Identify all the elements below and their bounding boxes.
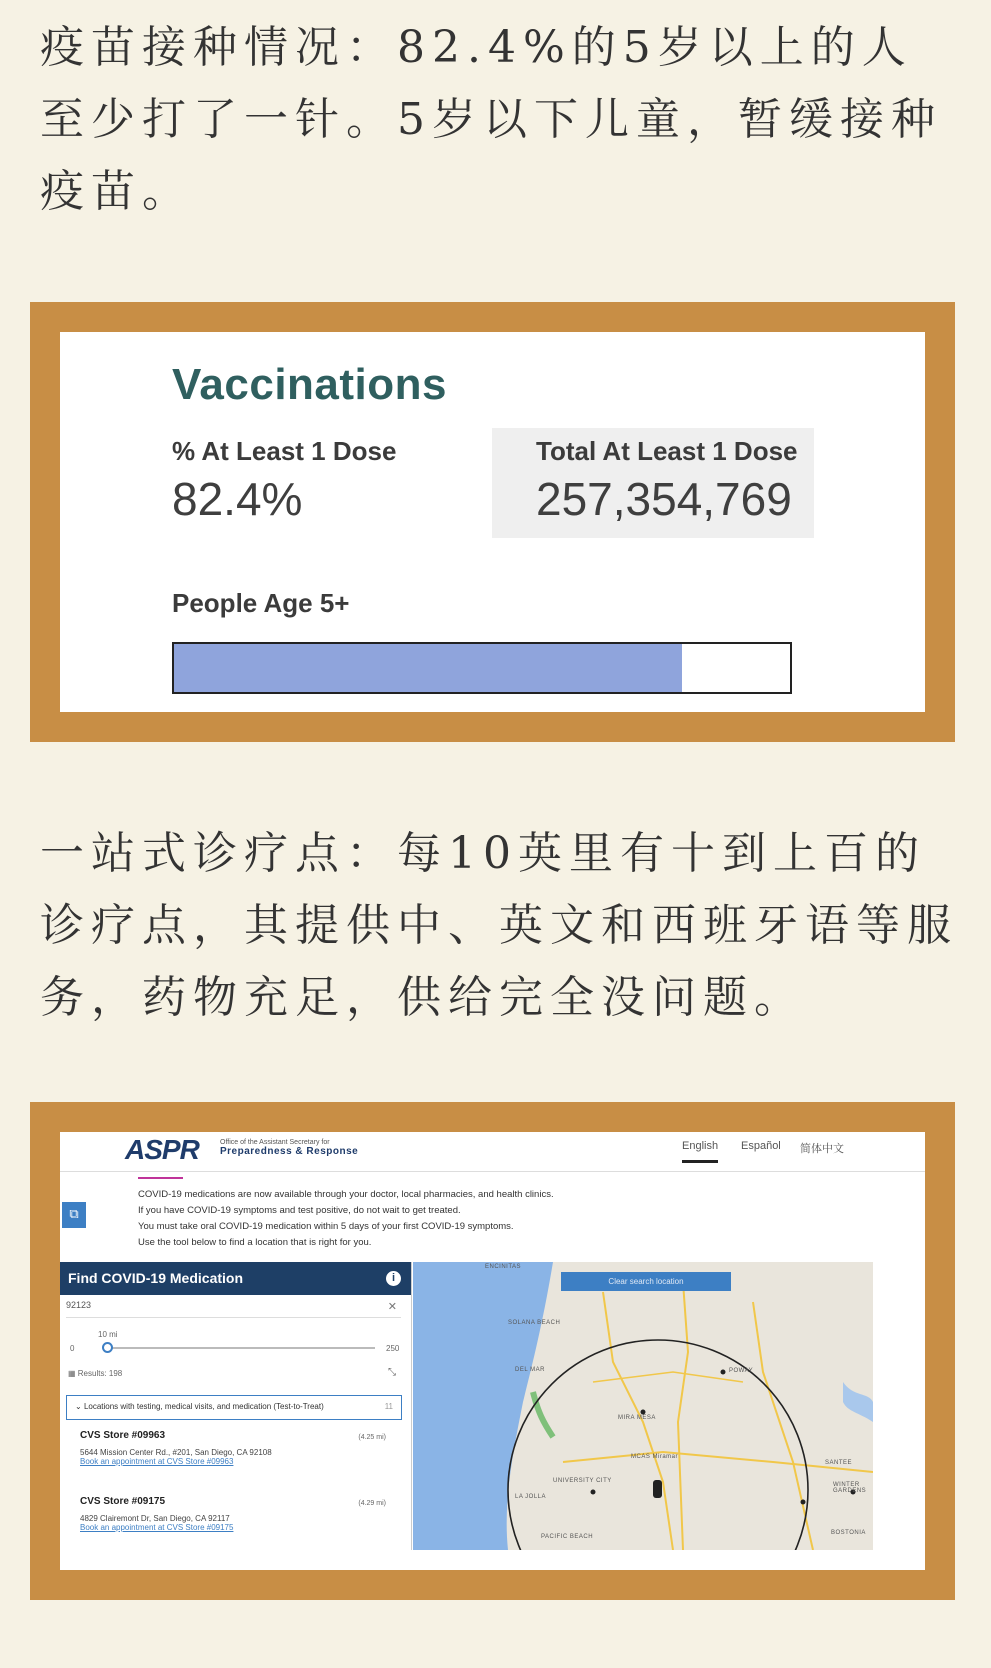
radius-slider-track[interactable] (105, 1347, 375, 1349)
info-icon[interactable]: i (386, 1271, 401, 1286)
total-dose-label: Total At Least 1 Dose (536, 436, 798, 466)
location-distance: (4.29 mi) (358, 1500, 386, 1507)
park (533, 1392, 553, 1437)
map-label: MIRA MESA (618, 1415, 656, 1421)
office-name: Preparedness & Response (220, 1146, 359, 1157)
lang-english[interactable]: English (682, 1140, 718, 1163)
book-appointment-link[interactable]: Book an appointment at CVS Store #09963 (80, 1457, 234, 1466)
map-marker[interactable] (801, 1500, 806, 1505)
map-label: POWAY (729, 1368, 754, 1374)
location-name: CVS Store #09175 (80, 1496, 166, 1507)
road (593, 1372, 743, 1382)
aspr-logo[interactable]: ASPR (125, 1134, 199, 1165)
radius-slider-thumb[interactable] (102, 1342, 113, 1353)
vaccination-paragraph: 疫苗接种情况：82.4%的5岁以上的人至少打了一针。5岁以下儿童，暂缓接种疫苗。 (40, 22, 942, 217)
vaccination-progress-fill (174, 644, 682, 692)
location-distance: (4.25 mi) (358, 1434, 386, 1441)
results-label: Results: 198 (77, 1369, 123, 1378)
vaccination-card (60, 332, 925, 712)
pct-dose-label: % At Least 1 Dose (172, 436, 397, 466)
location-address: 5644 Mission Center Rd., #201, San Diego, CA 92108 (80, 1448, 272, 1457)
filter-count: 11 (384, 1402, 393, 1411)
map-label: PACIFIC BEACH (541, 1534, 594, 1540)
map-label: MCAS Miramar (631, 1454, 679, 1460)
intro-line: Use the tool below to find a location that is right for you. (138, 1237, 372, 1248)
clear-input-icon[interactable]: ✕ (387, 1301, 397, 1313)
intro-line: You must take oral COVID-19 medication within 5 days of your first COVID-19 symptoms. (138, 1221, 514, 1232)
lang-spanish[interactable]: Español (741, 1140, 781, 1152)
map-label: SANTEE (825, 1460, 853, 1466)
find-medication-panel (60, 1262, 412, 1550)
highway (753, 1302, 813, 1550)
lang-chinese[interactable]: 简体中文 (800, 1143, 844, 1155)
vaccination-screenshot-frame (30, 302, 955, 742)
radius-label: 10 mi (98, 1330, 118, 1339)
filter-label: Locations with testing, medical visits, and medication (Test-to-Treat) (83, 1402, 324, 1411)
zip-search-input[interactable] (66, 1300, 401, 1318)
map-marker[interactable] (591, 1490, 596, 1495)
slider-max: 250 (386, 1344, 400, 1353)
aspr-page (60, 1132, 925, 1570)
map-label: DEL MAR (515, 1367, 545, 1373)
highway (678, 1282, 688, 1550)
aspr-office-name (220, 1138, 420, 1156)
pct-dose-value: 82.4% (172, 473, 303, 525)
clear-search-location-button[interactable]: Clear search location (561, 1272, 731, 1291)
slider-min: 0 (70, 1344, 75, 1353)
intro-line: COVID-19 medications are now available through your doctor, local pharmacies, and health clinics. (138, 1189, 554, 1200)
ocean (413, 1262, 553, 1550)
location-item[interactable] (80, 1496, 400, 1532)
share-icon[interactable]: ⧉ (62, 1202, 86, 1228)
map-marker[interactable] (641, 1410, 646, 1415)
total-dose-value: 257,354,769 (536, 473, 792, 525)
aspr-header (60, 1132, 925, 1172)
intro-text (138, 1187, 698, 1251)
vaccination-progress-bar (172, 642, 792, 694)
location-name: CVS Store #09963 (80, 1430, 166, 1441)
office-line: Office of the Assistant Secretary for (220, 1139, 330, 1146)
zip-value: 92123 (66, 1300, 92, 1310)
vaccinations-title: Vaccinations (172, 360, 448, 409)
results-count: ▦ Results: 198 (68, 1369, 123, 1378)
map-label: LA JOLLA (515, 1494, 547, 1500)
expand-icon[interactable]: ⤡ (388, 1367, 396, 1378)
panel-title: Find COVID-19 Medication (68, 1270, 244, 1286)
location-address: 4829 Clairemont Dr, San Diego, CA 92117 (80, 1514, 230, 1523)
map-label: ENCINITAS (485, 1264, 522, 1270)
highway (603, 1292, 673, 1550)
map-label: UNIVERSITY CITY (553, 1478, 612, 1484)
location-map[interactable] (413, 1262, 873, 1550)
lake (843, 1382, 873, 1422)
map-graphic (413, 1262, 873, 1550)
location-type-filter[interactable] (66, 1395, 402, 1420)
intro-line: If you have COVID-19 symptoms and test positive, do not wait to get treated. (138, 1205, 461, 1216)
map-label: BOSTONIA (831, 1530, 866, 1536)
map-marker[interactable] (721, 1370, 726, 1375)
age-label: People Age 5+ (172, 588, 350, 618)
panel-header (60, 1262, 411, 1295)
location-item[interactable] (80, 1430, 400, 1466)
chevron-down-icon: ⌄ (75, 1402, 82, 1411)
map-label: SOLANA BEACH (508, 1320, 561, 1326)
intro-accent-line (138, 1177, 183, 1179)
location-pin[interactable] (653, 1480, 662, 1498)
aspr-screenshot-frame (30, 1102, 955, 1600)
map-label: WINTER GARDENS (833, 1482, 867, 1494)
book-appointment-link[interactable]: Book an appointment at CVS Store #09175 (80, 1523, 234, 1532)
clinic-paragraph: 一站式诊疗点：每10英里有十到上百的诊疗点，其提供中、英文和西班牙语等服务，药物充足，供给完全没问题。 (40, 828, 958, 1023)
